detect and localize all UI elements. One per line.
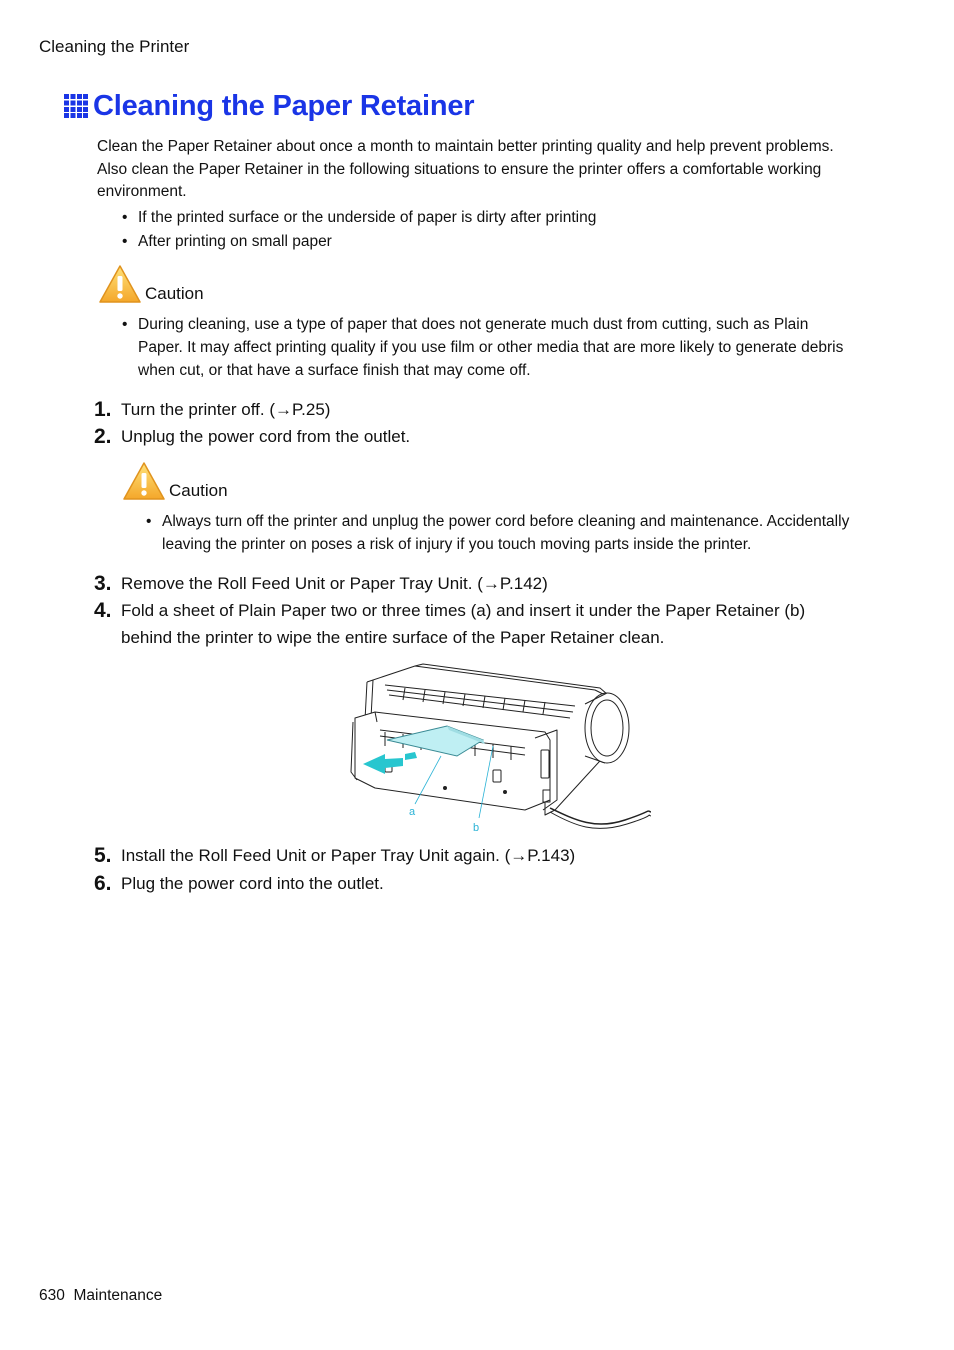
situations-list bbox=[122, 206, 882, 253]
caution-line: when cut, or that have a surface finish that may come off. bbox=[138, 362, 531, 379]
intro-paragraph bbox=[97, 136, 887, 204]
caution-label: Caution bbox=[169, 481, 228, 500]
caution-list bbox=[122, 313, 892, 382]
section-heading bbox=[64, 88, 474, 124]
step-item bbox=[94, 597, 864, 651]
running-header: Cleaning the Printer bbox=[39, 37, 190, 56]
step-text: Plug the power cord into the outlet. bbox=[121, 874, 384, 893]
step-number: 5. bbox=[94, 844, 112, 867]
step-item bbox=[94, 423, 864, 450]
step-item bbox=[94, 870, 864, 897]
list-item bbox=[122, 313, 892, 382]
step-item bbox=[94, 842, 864, 869]
step-item bbox=[94, 570, 864, 597]
list-item: • After printing on small paper bbox=[122, 230, 882, 253]
list-item: • If the printed surface or the underside of paper is dirty after printing bbox=[122, 206, 882, 229]
step-number: 1. bbox=[94, 398, 112, 421]
step-line: behind the printer to wipe the entire surface of the Paper Retainer clean. bbox=[121, 628, 665, 647]
intro-line: Clean the Paper Retainer about once a month to maintain better printing quality and help prevent problems. bbox=[97, 138, 834, 155]
page-footer bbox=[39, 1287, 162, 1305]
step-text bbox=[121, 597, 864, 651]
step-text: Turn the printer off. (→P.25) bbox=[121, 400, 331, 419]
step-number: 4. bbox=[94, 599, 112, 622]
step-number: 2. bbox=[94, 425, 112, 448]
intro-line: Also clean the Paper Retainer in the following situations to ensure the printer offers a comfortable working bbox=[97, 160, 822, 178]
page-title: Cleaning the Paper Retainer bbox=[93, 89, 475, 122]
caution-line: • During cleaning, use a type of paper that does not generate much dust from cutting, such as Plain bbox=[138, 316, 809, 333]
caution-line: leaving the printer on poses a risk of injury if you touch moving parts inside the printer. bbox=[162, 536, 752, 553]
caution-callout bbox=[98, 264, 204, 304]
caution-line: Paper. It may affect printing quality if you use film or other media that are more likely to generate debris bbox=[138, 339, 844, 356]
footer-section: Maintenance bbox=[73, 1287, 163, 1304]
step-text: Remove the Roll Feed Unit or Paper Tray Unit. (→P.142) bbox=[121, 574, 548, 593]
step-line: Fold a sheet of Plain Paper two or three times (a) and insert it under the Paper Retainer (b) bbox=[121, 601, 806, 620]
caution-label: Caution bbox=[145, 284, 204, 303]
step-text: Unplug the power cord from the outlet. bbox=[121, 427, 411, 446]
list-item bbox=[146, 510, 906, 556]
page-number: 630 bbox=[39, 1287, 65, 1304]
caution-line: • Always turn off the printer and unplug the power cord before cleaning and maintenance. Accidentally bbox=[162, 513, 850, 530]
step-text: Install the Roll Feed Unit or Paper Tray Unit again. (→P.143) bbox=[121, 846, 576, 865]
step-number: 6. bbox=[94, 872, 112, 895]
grid-icon bbox=[64, 94, 88, 118]
step-item bbox=[94, 396, 864, 423]
figure-label-a: a bbox=[409, 806, 416, 818]
warning-icon bbox=[122, 461, 166, 501]
caution-callout bbox=[122, 461, 228, 501]
intro-line: environment. bbox=[97, 183, 187, 200]
warning-icon bbox=[98, 264, 142, 304]
printer-illustration bbox=[345, 660, 651, 835]
figure-label-b: b bbox=[473, 822, 480, 834]
step-number: 3. bbox=[94, 572, 112, 595]
caution-list bbox=[146, 510, 906, 556]
